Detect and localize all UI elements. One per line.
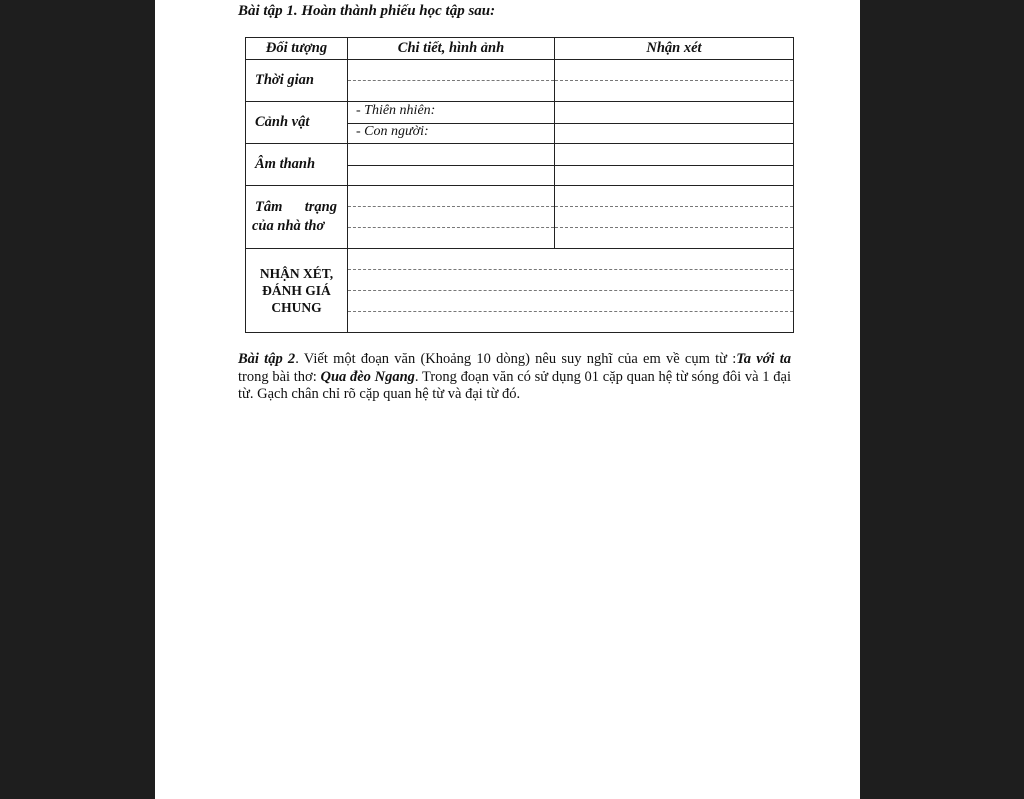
summary-cell [348, 249, 794, 333]
mood-label-word-2: trạng [304, 199, 337, 215]
worksheet-table [245, 37, 794, 333]
mood-label-line-2: của nhà thơ [252, 218, 325, 234]
scenery-details-cell [348, 102, 555, 144]
detail-people: - Con người: [356, 124, 429, 139]
row-label-mood [246, 186, 348, 249]
exercise-2-phrase: Ta với ta [736, 351, 791, 367]
header-object: Đối tượng [246, 38, 348, 60]
exercise-2-text-part-2: trong bài thơ: [238, 368, 321, 385]
time-comments-cell [555, 60, 794, 102]
time-details-cell [348, 60, 555, 102]
header-comments: Nhận xét [555, 38, 794, 60]
sound-details-cell [348, 144, 555, 186]
exercise-2-text-part-1: . Viết một đoạn văn (Khoảng 10 dòng) nêu suy nghĩ của em về cụm từ : [295, 351, 737, 367]
row-label-time: Thời gian [246, 60, 348, 102]
exercise-2-text [238, 351, 791, 404]
summary-line-2: ĐÁNH GIÁ [262, 283, 331, 298]
exercise-2-poem-title: Qua đèo Ngang [320, 368, 415, 385]
mood-comments-cell [555, 186, 794, 249]
exercise-1-title: Bài tập 1. Hoàn thành phiếu học tập sau: [238, 3, 496, 19]
row-label-sound: Âm thanh [246, 144, 348, 186]
sound-comments-cell [555, 144, 794, 186]
scenery-comments-cell [555, 102, 794, 144]
row-label-scenery: Cảnh vật [246, 102, 348, 144]
summary-line-3: CHUNG [271, 300, 322, 315]
exercise-2-text-part-3: . Trong đoạn văn có sử dụng 01 cặp quan hệ từ sóng đôi và 1 đại từ. Gạch chân chỉ rõ cặp quan hệ từ và đại từ đó. [238, 368, 791, 402]
header-details: Chi tiết, hình ảnh [348, 38, 555, 60]
mood-label-word-1: Tâm [255, 199, 283, 215]
detail-nature: - Thiên nhiên: [356, 103, 436, 118]
summary-label [246, 249, 348, 333]
exercise-2-label: Bài tập 2 [238, 351, 296, 367]
summary-line-1: NHẬN XÉT, [259, 266, 334, 281]
mood-details-cell [348, 186, 555, 249]
